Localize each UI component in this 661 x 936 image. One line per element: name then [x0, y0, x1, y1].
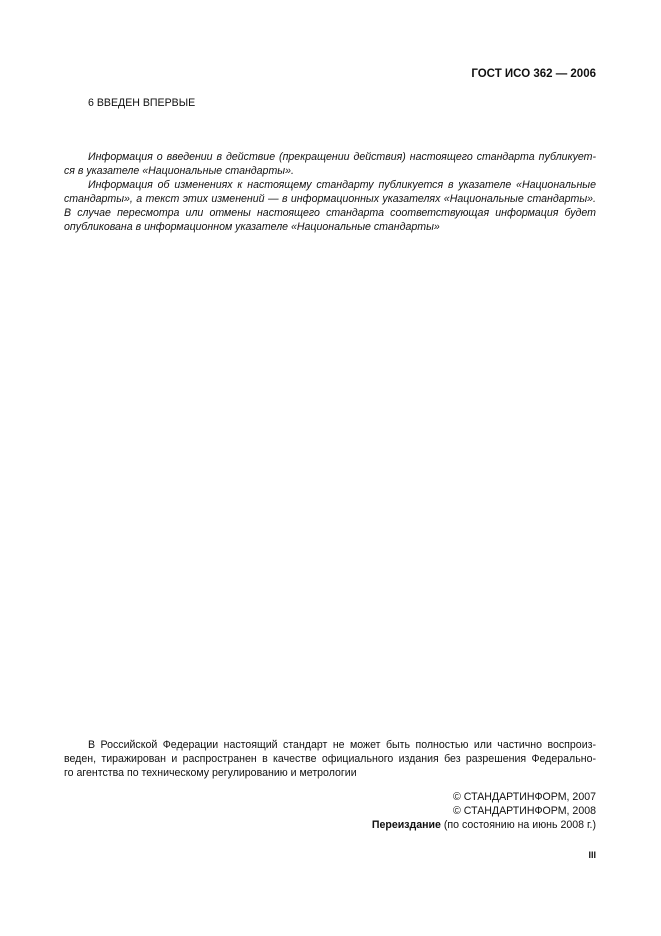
- info-line: ся в указателе «Национальные стандарты».: [64, 165, 294, 177]
- rights-line: веден, тиражирован и распространен в качестве официального издания без разрешения Федерально-: [64, 753, 596, 765]
- info-line: Информация о введении в действие (прекращении действия) настоящего стандарта публикует-: [88, 151, 596, 163]
- reissue-note: [64, 819, 596, 832]
- document-id-header: ГОСТ ИСО 362 — 2006: [471, 68, 596, 80]
- info-line: стандарты», а текст этих изменений — в информационных указателях «Национальные стандарты».: [64, 193, 596, 205]
- info-line: опубликована в информационном указателе «Национальные стандарты»: [64, 221, 440, 233]
- rights-line: го агентства по техническому регулированию и метрологии: [64, 767, 357, 779]
- info-line: Информация об изменениях к настоящему стандарту публикуется в указателе «Национальные: [88, 179, 596, 191]
- rights-line: В Российской Федерации настоящий стандарт не может быть полностью или частично воспроиз-: [88, 739, 596, 751]
- section-6-heading: 6 ВВЕДЕН ВПЕРВЫЕ: [88, 97, 196, 109]
- page-number: III: [588, 850, 596, 860]
- copyright-2008: © СТАНДАРТИНФОРМ, 2008: [453, 805, 596, 817]
- reissue-label: Переиздание: [371, 819, 441, 831]
- info-line: В случае пересмотра или отмены настоящего стандарта соответствующая информация будет: [64, 207, 596, 219]
- reissue-date: (по состоянию на июнь 2008 г.): [440, 819, 596, 831]
- copyright-2007: © СТАНДАРТИНФОРМ, 2007: [453, 791, 596, 803]
